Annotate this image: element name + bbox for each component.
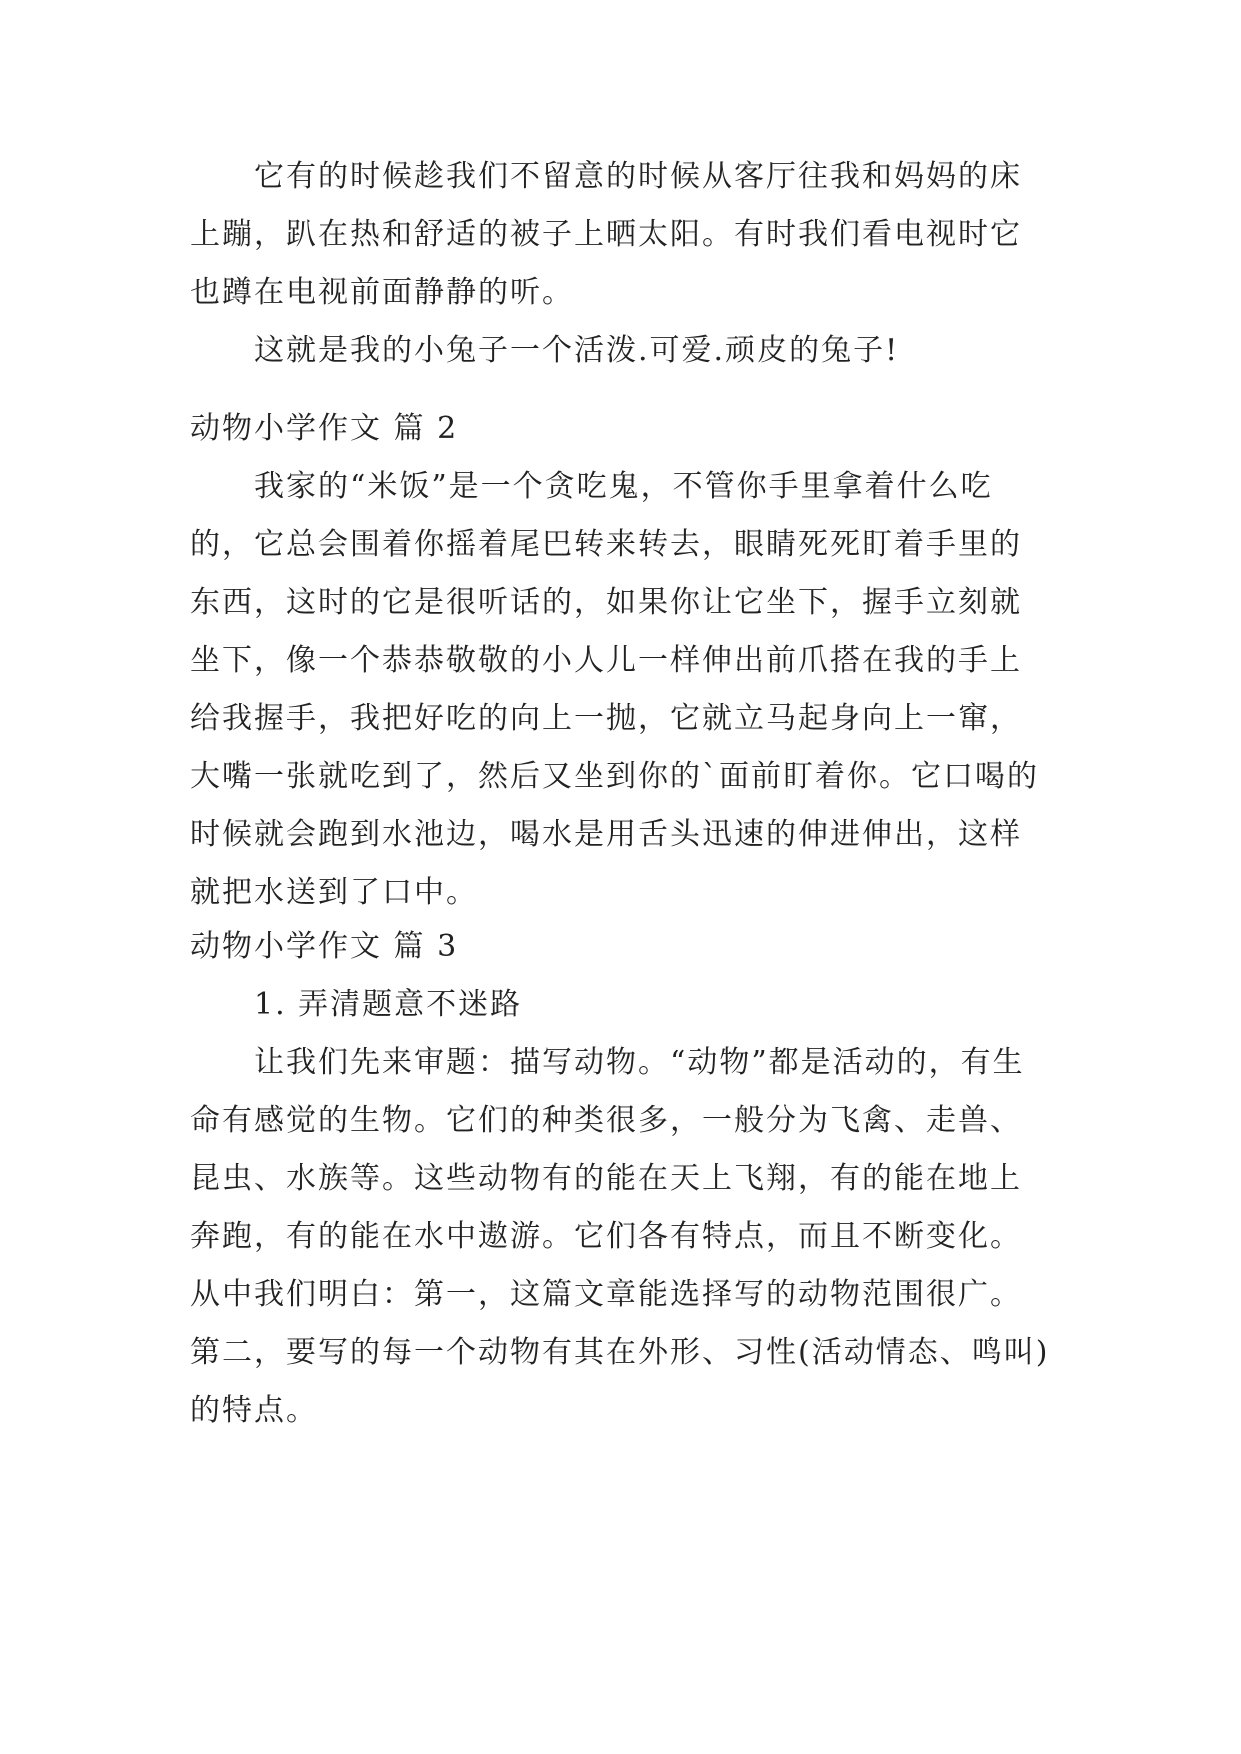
text-block-3: [190, 918, 1050, 1440]
list-item: 1. 弄清题意不迷路: [254, 987, 523, 1022]
section-heading: 动物小学作文 篇 3: [190, 929, 459, 964]
text-block-2: [190, 400, 1050, 922]
paragraph: 它有的时候趁我们不留意的时候从客厅往我和妈妈的床上蹦，趴在热和舒适的被子上晒太阳。有时我们看电视时它也蹲在电视前面静静的听。: [190, 159, 1022, 310]
paragraph: 我家的“米饭”是一个贪吃鬼，不管你手里拿着什么吃的，它总会围着你摇着尾巴转来转去，眼睛死死盯着手里的东西，这时的它是很听话的，如果你让它坐下，握手立刻就坐下，像一个恭恭敬敬的小人儿一样伸出前爪搭在我的手上给我握手，我把好吃的向上一抛，它就立马起身向上一窜，大嘴一张就吃到了，然后又坐到你的`面前盯着你。它口喝的时候就会跑到水池边，喝水是用舌头迅速的伸进伸出，这样就把水送到了口中。: [190, 469, 1039, 910]
section-heading: 动物小学作文 篇 2: [190, 411, 459, 446]
paragraph: 这就是我的小兔子一个活泼.可爱.顽皮的兔子!: [254, 333, 900, 368]
text-block-1: [190, 148, 1050, 380]
paragraph: 让我们先来审题：描写动物。“动物”都是活动的，有生命有感觉的生物。它们的种类很多，一般分为飞禽、走兽、昆虫、水族等。这些动物有的能在天上飞翔，有的能在地上奔跑，有的能在水中遨游。它们各有特点，而且不断变化。从中我们明白：第一，这篇文章能选择写的动物范围很广。第二，要写的每一个动物有其在外形、习性(活动情态、鸣叫)的特点。: [190, 1045, 1050, 1428]
